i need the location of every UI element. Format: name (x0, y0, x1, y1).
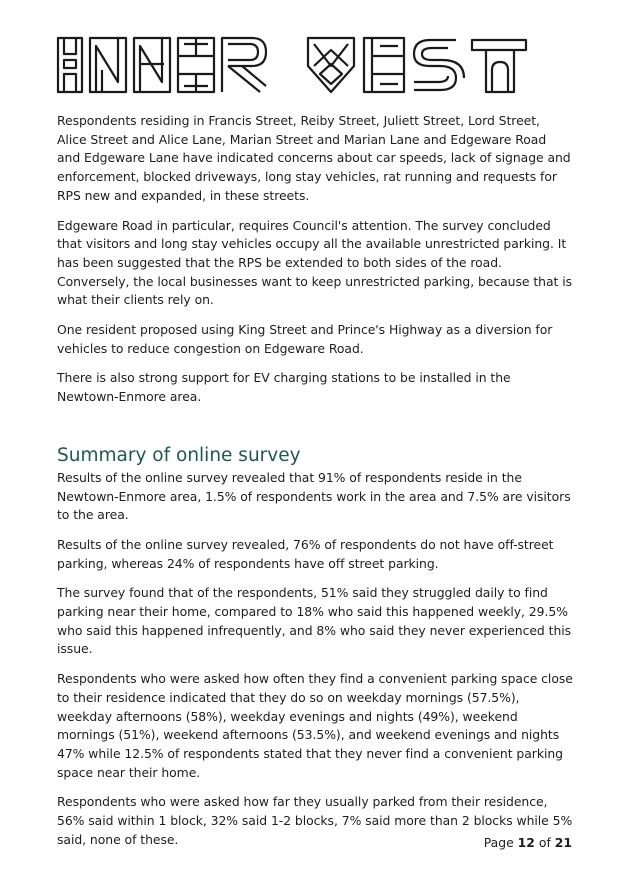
page-current: 12 (517, 835, 535, 850)
page-number (484, 835, 572, 850)
logo-letter-i (58, 38, 82, 92)
intro-paragraph-3: One resident proposed using King Street and Prince's Highway as a diversion for vehicles to reduce congestion on Edgeware Road. (57, 322, 553, 356)
summary-paragraph-4: Respondents who were asked how often they find a convenient parking space close to their residence indicated that they do so on weekday mornings (57.5%), weekday afternoons (58%), weekday evenings and nights (49%), weekend mornings (51%), weekend afternoons (53.5%), and weekend evenings and nights 47% while 12.5% of respondents stated that they never find a convenient parking space near their home. (57, 671, 573, 780)
summary-paragraph-3: The survey found that of the respondents, 51% said they struggled daily to find parking near their home, compared to 18% who said this happened weekly, 29.5% who said this happened infrequently, and 8% who said they never experienced this issue. (57, 585, 572, 657)
inner-west-logo (56, 36, 536, 94)
intro-paragraph-4: There is also strong support for EV charging stations to be installed in the Newtown-Enmore area. (57, 370, 511, 405)
page-total: 21 (554, 835, 572, 850)
logo-letter-e (178, 38, 214, 92)
logo-letter-e2 (364, 38, 404, 92)
intro-paragraph-2: Edgeware Road in particular, requires Council's attention. The survey concluded that visitors and long stay vehicles occupy all the available unrestricted parking. It has been suggested that the RPS be extended to both sides of the road. Conversely, the local businesses want to keep unrestricted parking, because that is what their clients rely on. (57, 217, 572, 308)
logo-letter-n1 (90, 38, 126, 92)
logo-letter-t (472, 40, 526, 92)
section-heading: Summary of online survey (57, 444, 301, 466)
logo-letter-r (222, 38, 266, 92)
logo-letter-n2 (134, 38, 170, 92)
summary-paragraph-1: Results of the online survey revealed that 91% of respondents reside in the Newtown-Enmore area, 1.5% of respondents work in the area and 7.5% are visitors to the area. (57, 469, 571, 523)
summary-paragraph-5: Respondents who were asked how far they usually parked from their residence, 56% said within 1 block, 32% said 1-2 blocks, 7% said more than 2 blocks while 5% said, none of these. (57, 794, 573, 847)
page-prefix: Page (483, 835, 518, 850)
logo-letter-s (414, 40, 464, 90)
intro-paragraph-1: Respondents residing in Francis Street, Reiby Street, Juliett Street, Lord Street, Alice Street and Alice Lane, Marian Street and Marian Lane and Edgeware Road and Edgeware Lane have indicated concerns about car speeds, lack of signage and enforcement, blocked driveways, long stay vehicles, rat running and requests for RPS new and expanded, in these streets. (57, 113, 571, 203)
page-of: of (534, 835, 555, 850)
logo-letter-w (308, 38, 354, 92)
summary-paragraph-2: Results of the online survey revealed, 76% of respondents do not have off-street parking, whereas 24% of respondents have off street parking. (57, 536, 554, 571)
page-content (57, 112, 573, 861)
